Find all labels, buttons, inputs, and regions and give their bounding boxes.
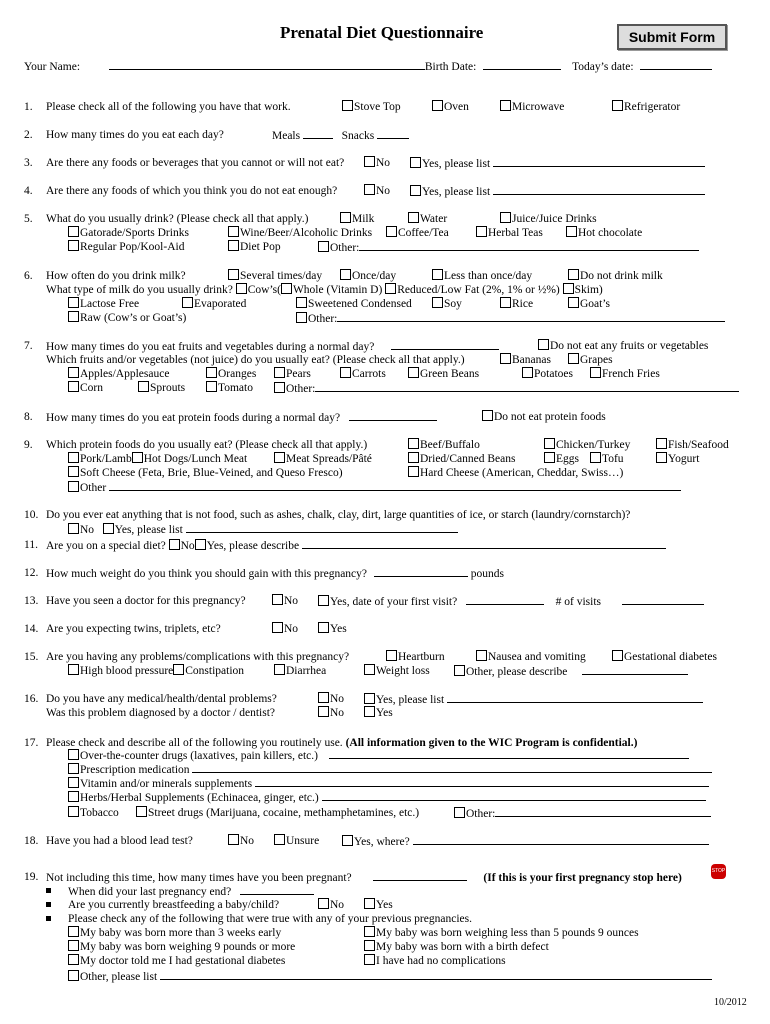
q14-number: 14.: [24, 623, 39, 635]
reduced-fat-label: Reduced/Low Fat (2%, 1% or ½%): [397, 284, 560, 296]
refrigerator-checkbox[interactable]: [612, 100, 623, 111]
sweetened-condensed-label: Sweetened Condensed: [308, 298, 412, 310]
weight-loss-label: Weight loss: [376, 665, 430, 677]
low-weight-checkbox[interactable]: [364, 926, 375, 937]
carrots-label: Carrots: [352, 368, 386, 380]
q5-other-checkbox[interactable]: [318, 241, 329, 252]
q18-yes-label: Yes, where?: [354, 836, 410, 848]
q6-number: 6.: [24, 270, 33, 282]
diarrhea-label: Diarrhea: [286, 665, 327, 677]
sweetened-condensed-checkbox[interactable]: [296, 297, 307, 308]
rice-checkbox[interactable]: [500, 297, 511, 308]
q19-text: Not including this time, how many times have you been pregnant?: [46, 872, 352, 884]
snacks-field[interactable]: [377, 128, 409, 139]
diagnosed-yes-label: Yes: [376, 707, 393, 719]
yogurt-label: Yogurt: [668, 453, 700, 465]
q4-text: Are there any foods of which you think you do not eat enough?: [46, 185, 338, 197]
q10-list-field[interactable]: [186, 522, 458, 533]
pork-checkbox[interactable]: [68, 452, 79, 463]
heartburn-checkbox[interactable]: [386, 650, 397, 661]
q16-no-checkbox[interactable]: [318, 692, 329, 703]
diagnosed-yes-checkbox[interactable]: [364, 706, 375, 717]
high-bp-checkbox[interactable]: [68, 664, 79, 675]
fish-checkbox[interactable]: [656, 438, 667, 449]
vitamins-checkbox[interactable]: [68, 777, 79, 788]
otc-drugs-checkbox[interactable]: [68, 749, 79, 760]
q5-other-field[interactable]: [359, 240, 699, 251]
previous-pregnancies-question: Please check any of the following that were true with any of your previous pregnancies.: [68, 913, 472, 925]
q7-other-field[interactable]: [315, 381, 739, 392]
gestational-diabetes-label: Gestational diabetes: [624, 651, 717, 663]
tofu-label: Tofu: [602, 453, 624, 465]
carrots-checkbox[interactable]: [340, 367, 351, 378]
grapes-label: Grapes: [580, 354, 613, 366]
diarrhea-checkbox[interactable]: [274, 664, 285, 675]
q15-other-field[interactable]: [582, 664, 688, 675]
q16-text: Do you have any medical/health/dental problems?: [46, 693, 277, 705]
q6-text: How often do you drink milk?: [46, 270, 186, 282]
oranges-label: Oranges: [218, 368, 257, 380]
q8-text: How many times do you eat protein foods during a normal day?: [46, 412, 341, 424]
q11-no-checkbox[interactable]: [169, 539, 180, 550]
breastfeeding-yes-label: Yes: [376, 899, 393, 911]
q6-other-label: Other:: [308, 313, 338, 325]
q6-other-field[interactable]: [337, 311, 725, 322]
nausea-checkbox[interactable]: [476, 650, 487, 661]
first-visit-date-field[interactable]: [466, 594, 544, 605]
herbs-label: Herbs/Herbal Supplements (Echinacea, ginger, etc.): [80, 792, 319, 804]
meat-spreads-checkbox[interactable]: [274, 452, 285, 463]
bananas-checkbox[interactable]: [500, 353, 511, 364]
q17-other-label: Other:: [466, 808, 496, 820]
q7-other-label: Other:: [286, 383, 316, 395]
milk-checkbox[interactable]: [340, 212, 351, 223]
hard-cheese-label: Hard Cheese (American, Cheddar, Swiss…): [420, 467, 624, 479]
q3-yes-checkbox[interactable]: [410, 157, 421, 168]
street-drugs-checkbox[interactable]: [136, 806, 147, 817]
prior-gest-diabetes-checkbox[interactable]: [68, 954, 79, 965]
q9-number: 9.: [24, 439, 33, 451]
breastfeeding-no-label: No: [330, 899, 345, 911]
evaporated-checkbox[interactable]: [182, 297, 193, 308]
q14-yes-checkbox[interactable]: [318, 622, 329, 633]
q18-no-label: No: [240, 835, 255, 847]
hard-cheese-checkbox[interactable]: [408, 466, 419, 477]
goats-label: Goat’s: [580, 298, 611, 310]
juice-checkbox[interactable]: [500, 212, 511, 223]
q18-text: Have you had a blood lead test?: [46, 835, 193, 847]
q12-text: How much weight do you think you should gain with this pregnancy?: [46, 568, 368, 580]
pears-checkbox[interactable]: [274, 367, 285, 378]
once-day-label: Once/day: [352, 270, 397, 282]
yogurt-checkbox[interactable]: [656, 452, 667, 463]
regular-pop-checkbox[interactable]: [68, 240, 79, 251]
chicken-label: Chicken/Turkey: [556, 439, 631, 451]
q7-number: 7.: [24, 340, 33, 352]
bullet-icon: [46, 888, 51, 893]
q12-number: 12.: [24, 567, 39, 579]
oven-label: Oven: [444, 101, 469, 113]
tomato-checkbox[interactable]: [206, 381, 217, 392]
visits-field[interactable]: [622, 594, 704, 605]
low-weight-label: My baby was born weighing less than 5 pounds 9 ounces: [376, 927, 639, 939]
stop-sign-icon: STOP: [711, 864, 726, 879]
skim-checkbox[interactable]: [563, 283, 574, 294]
dried-beans-checkbox[interactable]: [408, 452, 419, 463]
q4-number: 4.: [24, 185, 33, 197]
high-weight-label: My baby was born weighing 9 pounds or more: [80, 941, 296, 953]
breastfeeding-yes-checkbox[interactable]: [364, 898, 375, 909]
water-checkbox[interactable]: [408, 212, 419, 223]
rice-label: Rice: [512, 298, 534, 310]
microwave-label: Microwave: [512, 101, 565, 113]
q5-other-label: Other:: [330, 242, 360, 254]
no-complications-checkbox[interactable]: [364, 954, 375, 965]
reduced-fat-checkbox[interactable]: [385, 283, 396, 294]
less-than-once-checkbox[interactable]: [432, 269, 443, 280]
herbs-field[interactable]: [322, 790, 706, 801]
wine-checkbox[interactable]: [228, 226, 239, 237]
q16-number: 16.: [24, 693, 39, 705]
soft-cheese-label: Soft Cheese (Feta, Brie, Blue-Veined, and Queso Fresco): [80, 467, 343, 479]
bullet-icon: [46, 902, 51, 907]
green-beans-label: Green Beans: [420, 368, 480, 380]
q8-number: 8.: [24, 411, 33, 423]
green-beans-checkbox[interactable]: [408, 367, 419, 378]
q17-other-field[interactable]: [495, 806, 711, 817]
coffee-checkbox[interactable]: [386, 226, 397, 237]
weight-gain-field[interactable]: [374, 566, 468, 577]
q3-number: 3.: [24, 157, 33, 169]
several-times-label: Several times/day: [240, 270, 323, 282]
nausea-label: Nausea and vomiting: [488, 651, 586, 663]
street-drugs-label: Street drugs (Marijuana, cocaine, methamphetamines, etc.): [148, 807, 420, 819]
q16-list-field[interactable]: [447, 692, 703, 703]
raw-milk-label: Raw (Cow’s or Goat’s): [80, 312, 187, 324]
q13-no-checkbox[interactable]: [272, 594, 283, 605]
vitamins-label: Vitamin and/or minerals supplements: [80, 778, 253, 790]
q17-number: 17.: [24, 737, 39, 749]
coffee-label: Coffee/Tea: [398, 227, 449, 239]
soy-label: Soy: [444, 298, 462, 310]
q13-no-label: No: [284, 595, 299, 607]
q2-text: How many times do you eat each day?: [46, 129, 224, 141]
potatoes-checkbox[interactable]: [522, 367, 533, 378]
high-weight-checkbox[interactable]: [68, 940, 79, 951]
soft-cheese-checkbox[interactable]: [68, 466, 79, 477]
no-protein-label: Do not eat protein foods: [494, 411, 606, 423]
q4-no-checkbox[interactable]: [364, 184, 375, 195]
heartburn-label: Heartburn: [398, 651, 445, 663]
pounds-label: pounds: [470, 568, 504, 580]
breastfeeding-no-checkbox[interactable]: [318, 898, 329, 909]
q13-yes-checkbox[interactable]: [318, 595, 329, 606]
born-early-checkbox[interactable]: [68, 926, 79, 937]
herbal-tea-label: Herbal Teas: [488, 227, 543, 239]
q14-no-label: No: [284, 623, 299, 635]
q11-number: 11.: [24, 539, 38, 551]
soy-checkbox[interactable]: [432, 297, 443, 308]
q4-yes-checkbox[interactable]: [410, 185, 421, 196]
hot-chocolate-label: Hot chocolate: [578, 227, 643, 239]
q16-yes-label: Yes, please list: [376, 694, 445, 706]
prescription-field[interactable]: [192, 762, 712, 773]
q16-no-label: No: [330, 693, 345, 705]
fish-label: Fish/Seafood: [668, 439, 729, 451]
constipation-checkbox[interactable]: [173, 664, 184, 675]
french-fries-checkbox[interactable]: [590, 367, 601, 378]
last-pregnancy-question: When did your last pregnancy end?: [68, 886, 232, 898]
juice-label: Juice/Juice Drinks: [512, 213, 597, 225]
q18-unsure-checkbox[interactable]: [274, 834, 285, 845]
bullet-icon: [46, 916, 51, 921]
apples-checkbox[interactable]: [68, 367, 79, 378]
breastfeeding-question: Are you currently breastfeeding a baby/child?: [68, 899, 280, 911]
q9-other-field[interactable]: [109, 480, 681, 491]
submit-form-button[interactable]: Submit Form: [617, 24, 727, 50]
tobacco-label: Tobacco: [80, 807, 119, 819]
q3-list-field[interactable]: [493, 156, 705, 167]
potatoes-label: Potatoes: [534, 368, 573, 380]
q1-number: 1.: [24, 101, 33, 113]
birth-defect-checkbox[interactable]: [364, 940, 375, 951]
goats-checkbox[interactable]: [568, 297, 579, 308]
prescription-label: Prescription medication: [80, 764, 190, 776]
name-field[interactable]: [109, 59, 425, 70]
revision-date: 10/2012: [714, 997, 747, 1008]
birth-date-field[interactable]: [483, 59, 561, 70]
q18-unsure-label: Unsure: [286, 835, 320, 847]
french-fries-label: French Fries: [602, 368, 660, 380]
high-bp-label: High blood pressure: [80, 665, 174, 677]
q17-text: Please check and describe all of the following you routinely use.: [46, 737, 343, 749]
microwave-checkbox[interactable]: [500, 100, 511, 111]
q14-no-checkbox[interactable]: [272, 622, 283, 633]
no-complications-label: I have had no complications: [376, 955, 506, 967]
diet-pop-checkbox[interactable]: [228, 240, 239, 251]
q14-text: Are you expecting twins, triplets, etc?: [46, 623, 221, 635]
q19-number: 19.: [24, 871, 39, 883]
corn-label: Corn: [80, 382, 103, 394]
q5-number: 5.: [24, 213, 33, 225]
pregnancies-count-field[interactable]: [373, 870, 467, 881]
eggs-label: Eggs: [556, 453, 579, 465]
skim-label: Skim): [574, 284, 603, 296]
q11-yes-checkbox[interactable]: [195, 539, 206, 550]
q11-text: Are you on a special diet?: [46, 540, 166, 552]
q15-text: Are you having any problems/complications with this pregnancy?: [46, 651, 350, 663]
less-than-once-label: Less than once/day: [444, 270, 533, 282]
diagnosed-no-checkbox[interactable]: [318, 706, 329, 717]
q10-yes-checkbox[interactable]: [103, 523, 114, 534]
pork-label: Pork/Lamb: [80, 453, 132, 465]
bananas-label: Bananas: [512, 354, 551, 366]
tobacco-checkbox[interactable]: [68, 806, 79, 817]
q10-text: Do you ever eat anything that is not food, such as ashes, chalk, clay, dirt, large quantities of ice, or starch (laundry/cornstarch)?: [46, 509, 631, 521]
beef-checkbox[interactable]: [408, 438, 419, 449]
q13-yes-label: Yes, date of your first visit?: [330, 596, 458, 608]
diagnosed-no-label: No: [330, 707, 345, 719]
q11-describe-field[interactable]: [302, 538, 666, 549]
birth-defect-label: My baby was born with a birth defect: [376, 941, 549, 953]
lactose-free-checkbox[interactable]: [68, 297, 79, 308]
do-not-drink-milk-label: Do not drink milk: [580, 270, 663, 282]
gatorade-checkbox[interactable]: [68, 226, 79, 237]
q7-which-text: Which fruits and/or vegetables (not juice) do you usually eat? (Please check all that apply.): [46, 354, 465, 366]
gatorade-label: Gatorade/Sports Drinks: [80, 227, 189, 239]
meals-label: Meals: [272, 130, 301, 142]
q19-other-checkbox[interactable]: [68, 970, 79, 981]
q13-number: 13.: [24, 595, 39, 607]
weight-loss-checkbox[interactable]: [364, 664, 375, 675]
prescription-checkbox[interactable]: [68, 763, 79, 774]
whole-milk-checkbox[interactable]: [281, 283, 292, 294]
q7-other-checkbox[interactable]: [274, 382, 285, 393]
q6-other-checkbox[interactable]: [296, 312, 307, 323]
q19-other-field[interactable]: [160, 969, 712, 980]
otc-drugs-field[interactable]: [329, 748, 689, 759]
q5-text: What do you usually drink? (Please check all that apply.): [46, 213, 309, 225]
hot-dogs-label: Hot Dogs/Lunch Meat: [143, 453, 248, 465]
q17-other-checkbox[interactable]: [454, 807, 465, 818]
milk-label: Milk: [352, 213, 375, 225]
pears-label: Pears: [286, 368, 311, 380]
visits-label: # of visits: [555, 596, 601, 608]
grapes-checkbox[interactable]: [568, 353, 579, 364]
oranges-checkbox[interactable]: [206, 367, 217, 378]
q9-other-label: Other: [80, 482, 107, 494]
do-not-drink-milk-checkbox[interactable]: [568, 269, 579, 280]
hot-dogs-checkbox[interactable]: [132, 452, 143, 463]
no-protein-checkbox[interactable]: [482, 410, 493, 421]
q4-list-field[interactable]: [493, 184, 705, 195]
corn-checkbox[interactable]: [68, 381, 79, 392]
q10-no-checkbox[interactable]: [68, 523, 79, 534]
q18-yes-checkbox[interactable]: [342, 835, 353, 846]
cows-milk-checkbox[interactable]: [236, 283, 247, 294]
birth-date-label: Birth Date:: [424, 61, 477, 73]
beef-label: Beef/Buffalo: [420, 439, 480, 451]
constipation-label: Constipation: [185, 665, 245, 677]
last-pregnancy-field[interactable]: [240, 884, 314, 895]
q3-yes-label: Yes, please list: [422, 158, 491, 170]
meals-field[interactable]: [303, 128, 333, 139]
apples-label: Apples/Applesauce: [80, 368, 170, 380]
dried-beans-label: Dried/Canned Beans: [420, 453, 516, 465]
prior-gest-diabetes-label: My doctor told me I had gestational diabetes: [80, 955, 286, 967]
herbs-checkbox[interactable]: [68, 791, 79, 802]
q9-other-checkbox[interactable]: [68, 481, 79, 492]
q13-text: Have you seen a doctor for this pregnancy?: [46, 595, 246, 607]
raw-milk-checkbox[interactable]: [68, 311, 79, 322]
chicken-checkbox[interactable]: [544, 438, 555, 449]
q7-times-field[interactable]: [391, 339, 499, 350]
q19-other-label: Other, please list: [80, 971, 158, 983]
q15-other-label: Other, please describe: [466, 666, 568, 678]
hot-chocolate-checkbox[interactable]: [566, 226, 577, 237]
tomato-label: Tomato: [218, 382, 253, 394]
q8-times-field[interactable]: [349, 410, 437, 421]
evaporated-label: Evaporated: [194, 298, 247, 310]
q7-text: How many times do you eat fruits and vegetables during a normal day?: [46, 341, 375, 353]
q15-other-checkbox[interactable]: [454, 665, 465, 676]
q4-no-label: No: [376, 185, 391, 197]
wine-label: Wine/Beer/Alcoholic Drinks: [240, 227, 373, 239]
gestational-diabetes-checkbox[interactable]: [612, 650, 623, 661]
water-label: Water: [420, 213, 448, 225]
q18-where-field[interactable]: [413, 834, 709, 845]
oven-checkbox[interactable]: [432, 100, 443, 111]
tofu-checkbox[interactable]: [590, 452, 601, 463]
q3-no-checkbox[interactable]: [364, 156, 375, 167]
todays-date-label: Today’s date:: [572, 61, 634, 73]
first-pregnancy-note: (If this is your first pregnancy stop here): [483, 872, 682, 884]
snacks-label: Snacks: [341, 130, 375, 142]
milk-type-question: What type of milk do you usually drink?: [46, 284, 233, 296]
q4-yes-label: Yes, please list: [422, 186, 491, 198]
q3-no-label: No: [376, 157, 391, 169]
q15-number: 15.: [24, 651, 39, 663]
q11-no-label: No: [180, 540, 195, 552]
q18-number: 18.: [24, 835, 39, 847]
regular-pop-label: Regular Pop/Kool-Aid: [80, 241, 185, 253]
no-fruits-checkbox[interactable]: [538, 339, 549, 350]
q16-diagnosed-text: Was this problem diagnosed by a doctor / dentist?: [46, 707, 276, 719]
lactose-free-label: Lactose Free: [80, 298, 140, 310]
vitamins-field[interactable]: [255, 776, 709, 787]
whole-milk-label: Whole (Vitamin D): [292, 284, 383, 296]
q14-yes-label: Yes: [330, 623, 347, 635]
refrigerator-label: Refrigerator: [624, 101, 681, 113]
q11-yes-label: Yes, please describe: [206, 540, 300, 552]
q1-text: Please check all of the following you have that work.: [46, 101, 291, 113]
sprouts-checkbox[interactable]: [138, 381, 149, 392]
stove-top-checkbox[interactable]: [342, 100, 353, 111]
cows-milk-label: Cow’s(: [247, 284, 281, 296]
stove-top-label: Stove Top: [354, 101, 401, 113]
q18-no-checkbox[interactable]: [228, 834, 239, 845]
q3-text: Are there any foods or beverages that you cannot or will not eat?: [46, 157, 345, 169]
several-times-checkbox[interactable]: [228, 269, 239, 280]
page-title: Prenatal Diet Questionnaire: [280, 23, 484, 42]
no-fruits-label: Do not eat any fruits or vegetables: [550, 340, 709, 352]
once-day-checkbox[interactable]: [340, 269, 351, 280]
q16-yes-checkbox[interactable]: [364, 693, 375, 704]
q9-text: Which protein foods do you usually eat? (Please check all that apply.): [46, 439, 368, 451]
otc-drugs-label: Over-the-counter drugs (laxatives, pain killers, etc.): [80, 750, 318, 762]
meat-spreads-label: Meat Spreads/Pâté: [286, 453, 372, 465]
q10-yes-label: Yes, please list: [114, 524, 183, 536]
name-label: Your Name:: [24, 61, 81, 73]
confidential-note: (All information given to the WIC Program is confidential.): [345, 737, 638, 749]
q10-number: 10.: [24, 509, 39, 521]
born-early-label: My baby was born more than 3 weeks early: [80, 927, 282, 939]
eggs-checkbox[interactable]: [544, 452, 555, 463]
q2-number: 2.: [24, 129, 33, 141]
todays-date-field[interactable]: [640, 59, 712, 70]
q10-no-label: No: [80, 524, 95, 536]
sprouts-label: Sprouts: [150, 382, 186, 394]
diet-pop-label: Diet Pop: [240, 241, 281, 253]
herbal-tea-checkbox[interactable]: [476, 226, 487, 237]
